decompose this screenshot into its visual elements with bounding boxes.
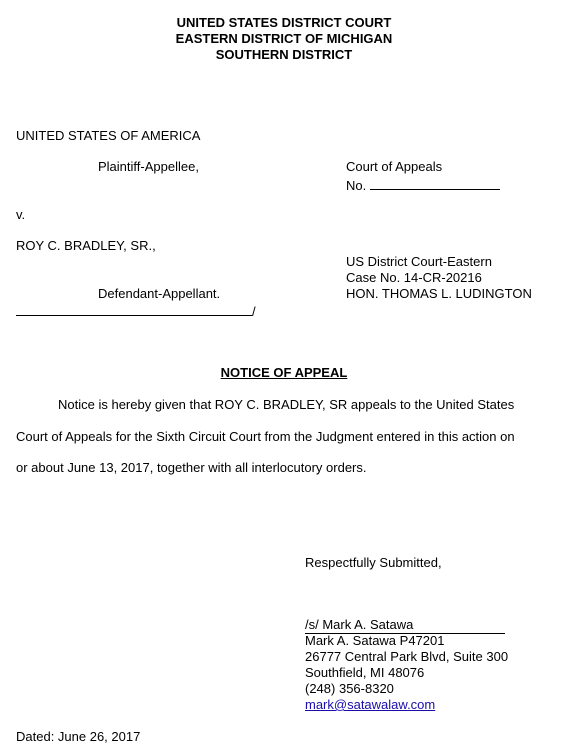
- appeals-number-line: [346, 175, 500, 194]
- signature: /s/ Mark A. Satawa: [305, 617, 505, 634]
- court-header: [0, 15, 568, 63]
- district-court-label: US District Court-Eastern: [346, 254, 492, 269]
- phone: (248) 356-8320: [305, 681, 394, 696]
- plaintiff-role: Plaintiff-Appellee,: [98, 159, 199, 174]
- case-number: Case No. 14-CR-20216: [346, 270, 482, 285]
- appeals-no-blank: [370, 175, 500, 190]
- defendant-role: Defendant-Appellant.: [98, 286, 221, 301]
- judge-name: HON. THOMAS L. LUDINGTON: [346, 286, 532, 301]
- email-link[interactable]: mark@satawalaw.com: [305, 697, 436, 712]
- address-line-1: 26777 Central Park Blvd, Suite 300: [305, 649, 509, 664]
- caption-slash: /: [252, 304, 256, 319]
- appeals-court-label: Court of Appeals: [346, 159, 443, 174]
- dated: Dated: June 26, 2017: [16, 729, 141, 744]
- closing: Respectfully Submitted,: [305, 555, 442, 570]
- defendant-name: ROY C. BRADLEY, SR.,: [16, 238, 156, 253]
- notice-line-1: Notice is hereby given that ROY C. BRADLEY, SR appeals to the United States: [58, 397, 515, 412]
- notice-line-3: or about June 13, 2017, together with all interlocutory orders.: [16, 460, 367, 475]
- court-division: SOUTHERN DISTRICT: [215, 47, 353, 62]
- email-row: [305, 697, 435, 713]
- court-district: EASTERN DISTRICT OF MICHIGAN: [175, 31, 393, 46]
- plaintiff-name: UNITED STATES OF AMERICA: [16, 128, 201, 143]
- notice-line-2: Court of Appeals for the Sixth Circuit Court from the Judgment entered in this action on: [16, 429, 515, 444]
- versus-label: v.: [16, 207, 26, 222]
- notice-title: NOTICE OF APPEAL: [220, 365, 348, 380]
- caption-divider: [16, 301, 256, 320]
- address-line-2: Southfield, MI 48076: [305, 665, 425, 680]
- signature-line: [305, 617, 505, 634]
- court-name: UNITED STATES DISTRICT COURT: [176, 15, 392, 30]
- attorney-name: Mark A. Satawa P47201: [305, 633, 445, 648]
- caption-rule: [16, 301, 252, 316]
- appeals-no-label: No.: [346, 178, 367, 193]
